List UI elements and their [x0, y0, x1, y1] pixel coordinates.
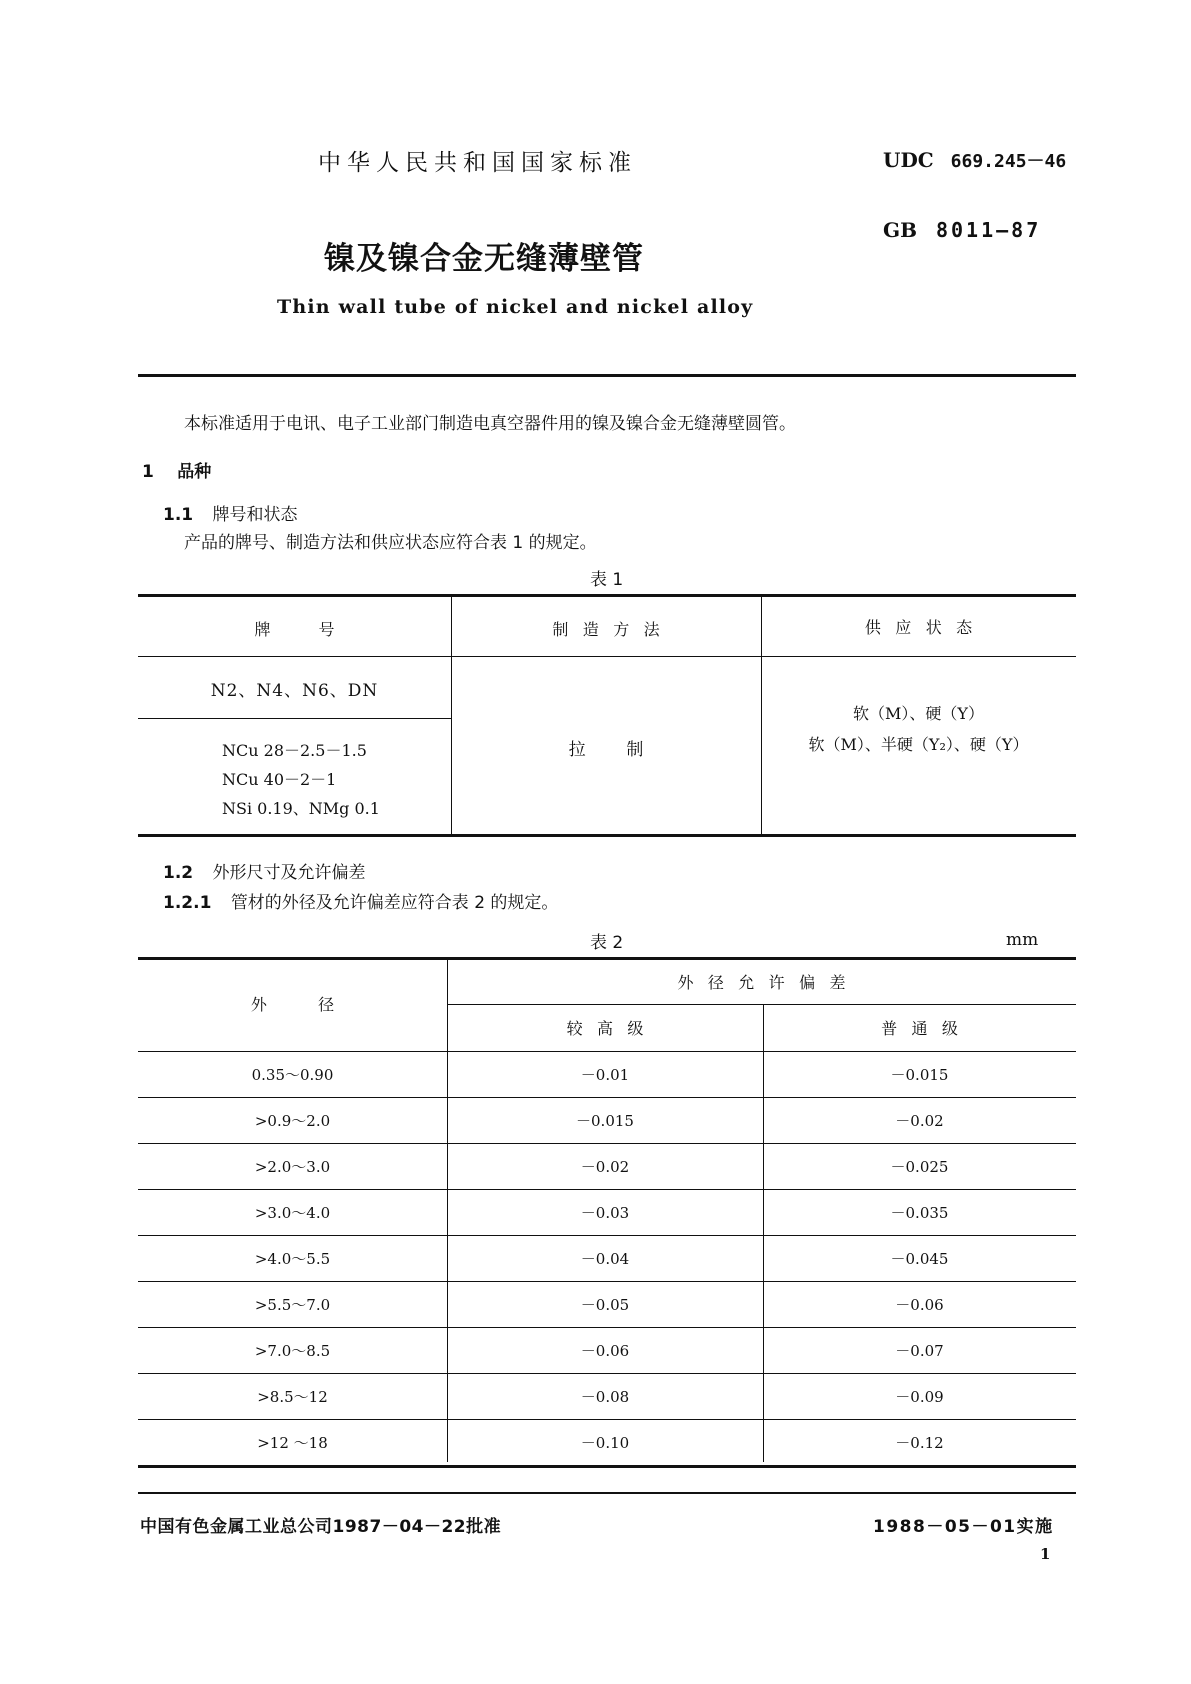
table-1-state-line-2: 软（M）、半硬（Y₂）、硬（Y） [808, 735, 1029, 754]
document-title-cn: 镍及镍合金无缝薄壁管 [324, 241, 644, 277]
table-1-grade-line-3: NSi 0.19、NMg 0.1 [222, 799, 380, 818]
table-1-header-state: 供应状态 [864, 618, 987, 637]
table-2-cell-normal-grade: －0.02 [895, 1112, 944, 1130]
table-1-group-rule [138, 718, 451, 719]
table-2-header-diameter: 外径 [250, 995, 386, 1014]
footer-rule [138, 1492, 1076, 1494]
table-2-cell-diameter: 0.35～0.90 [251, 1066, 334, 1084]
scope-paragraph: 本标准适用于电讯、电子工业部门制造电真空器件用的镍及镍合金无缝薄壁圆管。 [184, 414, 796, 434]
table-2-cell-normal-grade: －0.07 [895, 1342, 944, 1360]
section-1-number: 1 [142, 462, 154, 482]
section-1-2-1-number: 1.2.1 [163, 893, 212, 913]
table-2-cell-diameter: >3.0～4.0 [254, 1204, 331, 1222]
table-2-cell-normal-grade: －0.035 [890, 1204, 949, 1222]
table-2-unit: mm [1006, 930, 1039, 950]
table-2-cell-diameter: >2.0～3.0 [254, 1158, 331, 1176]
section-1-1-heading [163, 500, 298, 525]
table-2-cell-high-grade: －0.06 [580, 1342, 630, 1360]
table-2-cell-normal-grade: －0.09 [895, 1388, 944, 1406]
table-2-cell-high-grade: －0.02 [580, 1158, 630, 1176]
table-2-cell-diameter: >4.0～5.5 [254, 1250, 331, 1268]
gb-label: GB [883, 218, 917, 242]
table-2-cell-normal-grade: －0.045 [890, 1250, 949, 1268]
table-2-cell-high-grade: －0.015 [576, 1112, 634, 1130]
section-1-1-text: 产品的牌号、制造方法和供应状态应符合表 1 的规定。 [184, 533, 597, 553]
table-2-row-rule [138, 1419, 1076, 1420]
section-1-title: 品种 [177, 462, 212, 482]
table-2-subheader-rule [447, 1004, 1076, 1005]
approval-statement: 中国有色金属工业总公司1987－04－22批准 [140, 1517, 502, 1537]
header-rule [138, 374, 1076, 377]
section-1-2-heading [163, 858, 366, 883]
table-1-grade-line-2: NCu 40－2－1 [222, 770, 337, 789]
table-2-cell-normal-grade: －0.06 [895, 1296, 944, 1314]
page-number: 1 [1040, 1545, 1051, 1563]
table-2-cell-normal-grade: －0.015 [890, 1066, 949, 1084]
table-1-header-method: 制造方法 [552, 620, 674, 639]
udc-number: 669.245－46 [950, 151, 1067, 172]
gb-code [883, 218, 1041, 242]
gb-number: 8011—87 [935, 218, 1042, 242]
table-2-header-tolerance: 外径允许偏差 [677, 973, 860, 992]
table-1-grade-group-2 [222, 736, 380, 823]
section-1-2-title: 外形尺寸及允许偏差 [212, 863, 366, 883]
table-2-row-rule [138, 1143, 1076, 1144]
table-1-grade-group-1: N2、N4、N6、DN [210, 681, 379, 701]
national-standard-label: 中华人民共和国国家标准 [318, 150, 637, 176]
table-2-caption: 表 2 [590, 933, 624, 953]
table-1-grade-line-1: NCu 28－2.5－1.5 [222, 741, 367, 760]
table-2-cell-high-grade: －0.04 [580, 1250, 630, 1268]
table-2-row-rule [138, 1235, 1076, 1236]
table-2-cell-high-grade: －0.10 [580, 1434, 630, 1452]
table-2-row-rule [138, 1189, 1076, 1190]
table-2-cell-normal-grade: －0.12 [895, 1434, 944, 1452]
table-2-cell-diameter: >12 ～18 [257, 1434, 328, 1452]
table-2-cell-diameter: >0.9～2.0 [254, 1112, 331, 1130]
effective-date: 1988－05－01实施 [873, 1517, 1054, 1537]
table-2-row-rule [138, 1327, 1076, 1328]
table-2-cell-diameter: >5.5～7.0 [254, 1296, 331, 1314]
table-2-cell-high-grade: －0.01 [580, 1066, 630, 1084]
table-2-row-rule [138, 1097, 1076, 1098]
table-1-bottom-rule [138, 834, 1076, 837]
section-1-heading [142, 457, 211, 482]
table-2-bottom-rule [138, 1465, 1076, 1468]
table-2-row-rule [138, 1281, 1076, 1282]
table-1-caption: 表 1 [590, 570, 624, 590]
table-2-top-rule [138, 957, 1076, 960]
table-2-cell-high-grade: －0.08 [580, 1388, 630, 1406]
section-1-2-1-text: 管材的外径及允许偏差应符合表 2 的规定。 [230, 893, 559, 913]
section-1-1-number: 1.1 [163, 505, 194, 525]
udc-code [883, 147, 1066, 173]
table-2-header-normal-grade: 普通级 [881, 1019, 973, 1038]
section-1-2-1-heading [163, 888, 558, 913]
section-1-1-title: 牌号和状态 [212, 505, 298, 525]
table-1-header-rule [138, 656, 1076, 657]
table-1-header-grade: 牌号 [254, 620, 383, 639]
table-2-cell-diameter: >8.5～12 [257, 1388, 328, 1406]
table-1-method-value: 拉制 [568, 740, 685, 760]
document-title-en: Thin wall tube of nickel and nickel alloy [277, 296, 754, 318]
section-1-2-number: 1.2 [163, 863, 194, 883]
table-2-cell-normal-grade: －0.025 [890, 1158, 949, 1176]
table-2-cell-diameter: >7.0～8.5 [254, 1342, 331, 1360]
table-1-top-rule [138, 594, 1076, 597]
table-2-cell-high-grade: －0.05 [580, 1296, 630, 1314]
table-1-state-line-1: 软（M）、硬（Y） [853, 704, 984, 723]
table-2-row-rule [138, 1373, 1076, 1374]
table-2-cell-high-grade: －0.03 [580, 1204, 630, 1222]
udc-label: UDC [883, 148, 934, 172]
table-2-header-high-grade: 较高级 [566, 1019, 658, 1038]
table-2-row-rule [138, 1051, 1076, 1052]
